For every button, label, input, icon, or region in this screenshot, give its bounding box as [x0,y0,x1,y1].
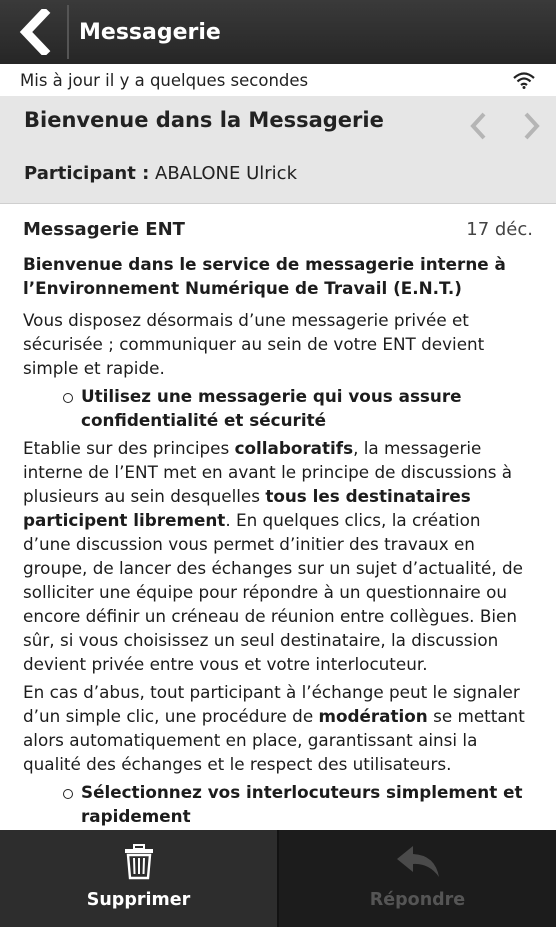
chevron-left-icon [17,9,51,55]
bullet-list [61,780,533,828]
back-button[interactable] [0,0,67,64]
text-span: En cas d’abus, tout participant à l’échange peut le signaler d’un simple clic, une procédure de [23,682,520,726]
trash-icon [123,844,155,880]
bullet-item: Sélectionnez vos interlocuteurs simplement et rapidement [61,780,533,828]
participant-label: Participant : [24,163,150,184]
participant-name: ABALONE Ulrick [155,163,297,184]
sync-status-text: Mis à jour il y a quelques secondes [20,70,309,90]
message-view[interactable] [0,204,556,830]
conversation-title: Bienvenue dans la Messagerie [24,108,384,132]
next-message-button[interactable] [514,108,548,144]
message-paragraph: Vous disposez désormais d’une messagerie privée et sécurisée ; communiquer au sein de votre ENT devient simple et rapide. [23,310,485,378]
reply-button[interactable] [279,830,556,927]
chevron-right-icon [514,108,548,144]
text-span: , la messagerie interne de l’ENT met en avant le principe de discussions à plusieurs au sein desquelles [23,438,513,506]
message-meta [23,219,533,240]
conversation-header [0,96,556,204]
bold-text: modération [318,706,428,726]
bottom-action-bar [0,830,556,927]
reply-icon [395,844,441,880]
chevron-left-icon [462,108,496,144]
reply-label: Répondre [369,890,466,910]
conversation-nav [462,108,548,144]
message-paragraph [23,436,533,676]
message-body [23,252,533,828]
sync-status-bar [0,64,556,96]
text-span: Etablie sur des principes [23,438,235,458]
message-date: 17 déc. [466,219,533,240]
divider [67,5,69,59]
text-span: se mettant alors automatiquement en place, garantissant ainsi la qualité des échanges et le respect des utilisateurs. [23,706,525,774]
participant-line [24,163,297,184]
bullet-item: Utilisez une messagerie qui vous assure confidentialité et sécurité [61,384,533,432]
message-intro: Bienvenue dans le service de messagerie interne à l’Environnement Numérique de Travail (E.N.T.) [23,254,506,298]
wifi-icon [512,71,536,89]
previous-message-button[interactable] [462,108,496,144]
delete-label: Supprimer [86,890,191,910]
bold-text: tous les destinataires participent librement [23,486,471,530]
bold-text: collaboratifs [234,438,354,458]
action-bar [0,0,556,64]
message-sender: Messagerie ENT [23,219,185,240]
message-paragraph [23,680,533,776]
app-title: Messagerie [79,19,221,45]
delete-button[interactable] [0,830,279,927]
text-span: . En quelques clics, la création d’une discussion vous permet d’initier des travaux en groupe, de lancer des échanges sur un sujet d’actualité, de solliciter une équipe pour répondre à un questionnaire ou encore définir un créneau de réunion entre collègues. Bien sûr, si vous choisissez un seul destinataire, la discussion devient privée entre vous et votre interlocuteur. [23,510,523,674]
bullet-list [61,384,533,432]
